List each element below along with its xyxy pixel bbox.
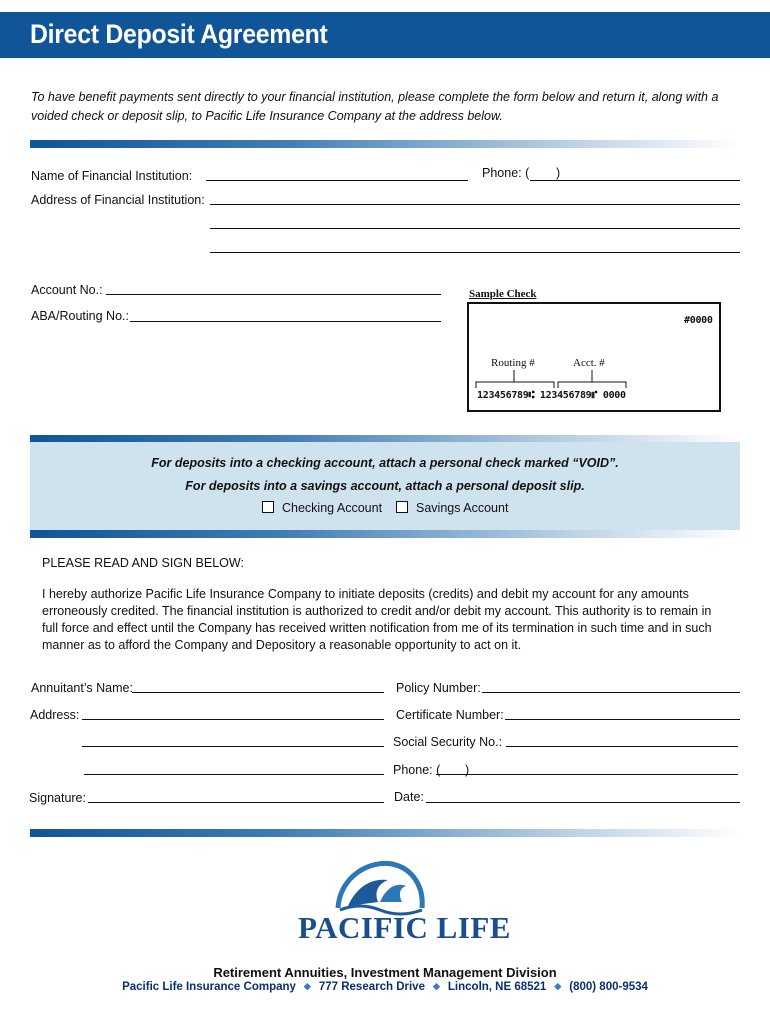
- footer-city: Lincoln, NE 68521: [447, 981, 547, 993]
- bank-address-field-2[interactable]: [210, 228, 740, 229]
- sample-account-label: Acct. #: [573, 357, 605, 369]
- micr-routing: 123456789: [477, 390, 529, 401]
- phone-close: ): [465, 763, 470, 777]
- separator-icon: ◆: [554, 981, 562, 991]
- bank-address-field-3[interactable]: [210, 252, 740, 253]
- section-divider: [30, 140, 740, 148]
- checking-option[interactable]: [262, 501, 382, 515]
- sample-check-brackets: [470, 370, 630, 390]
- micr-account: 123456789: [539, 390, 592, 401]
- whale-logo-icon: [330, 858, 430, 916]
- savings-option-label: Savings Account: [416, 501, 509, 515]
- ssn-label: Social Security No.:: [393, 735, 503, 749]
- bank-phone-field[interactable]: [530, 180, 740, 181]
- separator-icon: ◆: [432, 981, 440, 991]
- signature-field[interactable]: [88, 802, 384, 803]
- separator-icon: ◆: [303, 981, 311, 991]
- footer-address: [0, 981, 770, 993]
- address-field-1[interactable]: [82, 719, 384, 720]
- checking-checkbox[interactable]: [262, 501, 274, 513]
- pacific-life-logo-text: PACIFIC LIFE: [298, 910, 511, 945]
- policy-field[interactable]: [482, 692, 740, 693]
- intro-text: To have benefit payments sent directly to your financial institution, please complete the form below and return it, along with a voided check or deposit slip, to Pacific Life Insurance Company at the address below.: [31, 90, 719, 123]
- signature-label: Signature:: [29, 791, 86, 805]
- address-field-2[interactable]: [82, 746, 384, 747]
- bank-phone-label: Phone: (: [482, 166, 530, 180]
- certificate-label: Certificate Number:: [396, 708, 504, 722]
- routing-label: ABA/Routing No.:: [31, 309, 129, 323]
- account-label: Account No.:: [31, 283, 103, 297]
- footer-company: Pacific Life Insurance Company: [122, 981, 296, 993]
- ssn-field[interactable]: [506, 746, 738, 747]
- footer-street: 777 Research Drive: [318, 981, 425, 993]
- footer-phone: (800) 800-9534: [569, 981, 648, 993]
- savings-option[interactable]: [396, 501, 508, 515]
- footer-divider: [30, 829, 740, 837]
- bank-name-label: Name of Financial Institution:: [31, 169, 193, 183]
- sign-heading: PLEASE READ AND SIGN BELOW:: [42, 556, 244, 570]
- sample-check-title: Sample Check: [469, 288, 537, 300]
- savings-checkbox[interactable]: [396, 501, 408, 513]
- address-field-3[interactable]: [84, 774, 384, 775]
- certificate-field[interactable]: [505, 719, 740, 720]
- bank-address-field-1[interactable]: [210, 204, 740, 205]
- annuitant-field[interactable]: [132, 692, 384, 693]
- annuitant-label: Annuitant’s Name:: [31, 681, 133, 695]
- micr-check: 0000: [602, 390, 626, 401]
- sample-check-number: #0000: [684, 315, 713, 326]
- date-label: Date:: [394, 790, 424, 804]
- panel-bottom-divider: [30, 530, 740, 538]
- checking-option-label: Checking Account: [282, 501, 383, 515]
- address-label: Address:: [30, 708, 80, 722]
- authorization-text: I hereby authorize Pacific Life Insurance Company to initiate deposits (credits) and debit my account for any amounts erroneously credited. The financial institution is authorized to credit and/or debit my account. This authority is to remain in full force and effect until the Company has received written notification from me of its termination in such time and in such manner as to afford the Company and Depository a reasonable opportunity to act on it.: [42, 587, 712, 652]
- bank-name-field[interactable]: [206, 180, 468, 181]
- routing-field[interactable]: [130, 321, 441, 322]
- footer-division: Retirement Annuities, Investment Management Division: [213, 965, 557, 980]
- phone-label: Phone: (: [393, 763, 441, 777]
- policy-label: Policy Number:: [396, 681, 481, 695]
- phone-field[interactable]: [436, 774, 738, 775]
- sample-routing-label: Routing #: [491, 357, 535, 369]
- checking-instruction: For deposits into a checking account, attach a personal check marked “VOID”.: [151, 456, 619, 470]
- savings-instruction: For deposits into a savings account, attach a personal deposit slip.: [185, 479, 585, 493]
- account-field[interactable]: [106, 294, 441, 295]
- sample-micr-line: 123456789⑆ 123456789⑈ 0000: [477, 390, 626, 401]
- date-field[interactable]: [426, 802, 740, 803]
- page-title: Direct Deposit Agreement: [30, 19, 328, 49]
- bank-address-label: Address of Financial Institution:: [31, 193, 205, 207]
- bank-phone-close: ): [556, 166, 561, 180]
